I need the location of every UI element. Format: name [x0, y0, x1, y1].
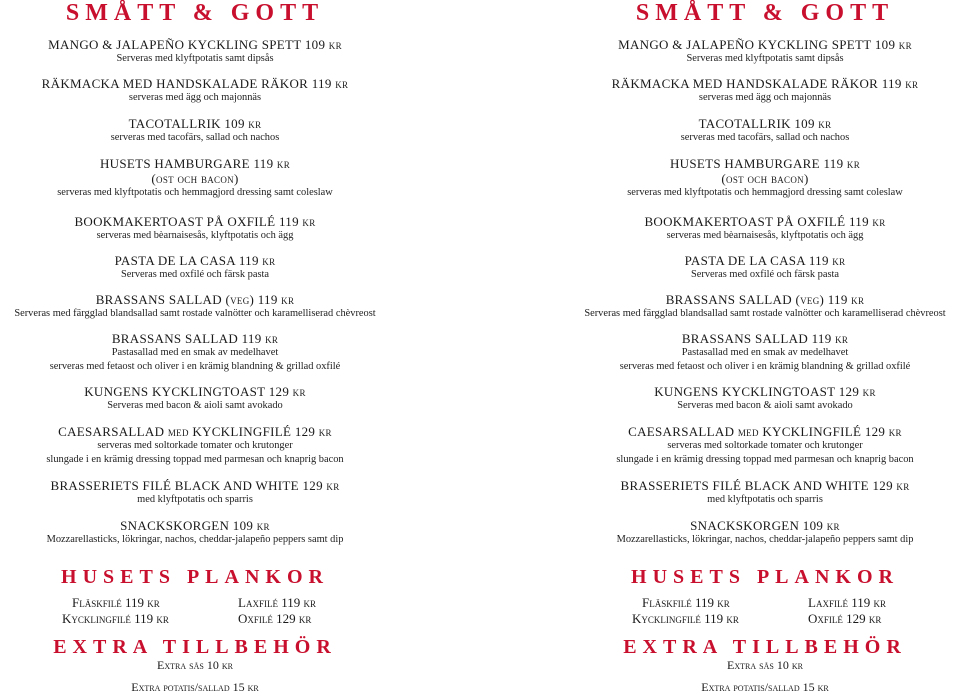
item-description: serveras med fetaost och oliver i en krämig blandning & grillad oxfilé — [619, 361, 911, 372]
item-description: serveras med tacofärs, sallad och nachos — [680, 132, 850, 143]
item-description: serveras med ägg och majonnäs — [698, 92, 832, 103]
item-price: 129 kr — [838, 384, 876, 399]
item-description: slungade i en krämig dressing toppad med parmesan och knaprig bacon — [616, 454, 914, 465]
item-name: KYCKLINGFILÉ — [192, 424, 292, 439]
menu-item — [0, 292, 400, 321]
item-subtitle: (ost och bacon) — [151, 171, 239, 186]
item-price: 129 kr — [302, 478, 340, 493]
section-title-extra: EXTRA TILLBEHÖR — [53, 636, 337, 658]
item-price: 129 kr — [294, 424, 332, 439]
item-name-connector: med — [167, 424, 189, 439]
extra-item — [570, 658, 960, 672]
item-description: Serveras med oxfilé och färsk pasta — [690, 269, 839, 280]
item-name: MANGO & JALAPEÑO KYCKLING SPETT — [618, 37, 872, 52]
item-description: med klyftpotatis och sparris — [707, 494, 823, 505]
item-name: BRASSERIETS FILÉ BLACK AND WHITE — [620, 478, 869, 493]
item-name: BRASSANS SALLAD — [111, 331, 239, 346]
plank-name: Oxfilé — [808, 611, 843, 626]
menu-item — [560, 116, 960, 145]
plank-name: Laxfilé — [238, 595, 278, 610]
menu-item — [0, 518, 400, 547]
extra-price: 10 kr — [206, 658, 233, 672]
plank-name: Kycklingfilé — [632, 611, 701, 626]
item-name: PASTA DE LA CASA — [684, 253, 806, 268]
menu-column-right — [570, 0, 960, 692]
extra-name: Extra sås — [157, 658, 204, 672]
plank-item — [808, 611, 881, 627]
menu-item — [560, 518, 960, 547]
menu-item — [560, 424, 960, 467]
plank-name: Oxfilé — [238, 611, 273, 626]
menu-item — [0, 253, 400, 282]
item-name: TACOTALLRIK — [698, 116, 791, 131]
item-description: med klyftpotatis och sparris — [137, 494, 253, 505]
plank-item — [72, 595, 160, 611]
item-name: BRASSANS SALLAD — [95, 292, 222, 307]
item-price: 119 kr — [238, 253, 276, 268]
plank-name: Kycklingfilé — [62, 611, 131, 626]
item-description: Serveras med klyftpotatis samt dipsås — [116, 53, 274, 64]
menu-item — [0, 424, 400, 467]
item-description: Serveras med färgglad blandsallad samt rostade valnötter och karamelliserad chèvreost — [584, 308, 946, 319]
item-name: CAESARSALLAD — [58, 424, 165, 439]
item-description: Serveras med färgglad blandsallad samt rostade valnötter och karamelliserad chèvreost — [14, 308, 376, 319]
item-description: slungade i en krämig dressing toppad med parmesan och knaprig bacon — [46, 454, 344, 465]
item-name: CAESARSALLAD — [628, 424, 735, 439]
item-description: Mozzarellasticks, lökringar, nachos, cheddar-jalapeño peppers samt dip — [616, 534, 914, 545]
plank-price: 129 kr — [846, 611, 882, 626]
menu-item — [0, 76, 400, 105]
plank-item — [238, 611, 311, 627]
item-description: Serveras med bacon & aioli samt avokado — [107, 400, 283, 411]
item-name: TACOTALLRIK — [128, 116, 221, 131]
item-name: HUSETS HAMBURGARE — [99, 156, 250, 171]
item-description: Pastasallad med en smak av medelhavet — [681, 347, 849, 358]
item-price: 119 kr — [811, 331, 849, 346]
menu-item — [560, 478, 960, 507]
item-price: 129 kr — [268, 384, 306, 399]
plank-item — [238, 595, 316, 611]
extra-name: Extra sås — [727, 658, 774, 672]
item-name: KUNGENS KYCKLINGTOAST — [654, 384, 836, 399]
item-price: 109 kr — [874, 37, 912, 52]
menu-item — [560, 253, 960, 282]
item-description: serveras med fetaost och oliver i en krämig blandning & grillad oxfilé — [49, 361, 341, 372]
menu-item — [560, 76, 960, 105]
section-title-smatt-gott: SMÅTT & GOTT — [65, 0, 325, 26]
item-description: serveras med bèarnaisesås, klyftpotatis och ägg — [666, 230, 864, 241]
section-title-plankor: HUSETS PLANKOR — [631, 566, 899, 588]
item-description: Serveras med oxfilé och färsk pasta — [120, 269, 269, 280]
item-price: 109 kr — [794, 116, 832, 131]
item-name: BOOKMAKERTOAST PÅ OXFILÉ — [74, 214, 276, 229]
plank-item — [62, 611, 169, 627]
item-name: HUSETS HAMBURGARE — [669, 156, 820, 171]
plank-price: 129 kr — [276, 611, 312, 626]
extra-item — [0, 658, 390, 672]
section-title-extra: EXTRA TILLBEHÖR — [623, 636, 907, 658]
plank-name: Fläskfilé — [72, 595, 122, 610]
item-price: 119 kr — [311, 76, 349, 91]
plank-price: 119 kr — [694, 595, 730, 610]
item-price: 119 kr — [823, 156, 861, 171]
menu-item — [560, 156, 960, 200]
item-price: 119 kr — [241, 331, 279, 346]
menu-item — [560, 214, 960, 243]
item-description: serveras med tacofärs, sallad och nachos — [110, 132, 280, 143]
extra-price: 10 kr — [776, 658, 803, 672]
item-description: serveras med soltorkade tomater och krutonger — [97, 440, 293, 451]
menu-item — [560, 384, 960, 413]
item-price: 119 kr — [848, 214, 886, 229]
extra-name: Extra potatis/sallad — [131, 680, 230, 694]
item-name: BRASSERIETS FILÉ BLACK AND WHITE — [50, 478, 299, 493]
item-subtitle: (ost och bacon) — [721, 171, 809, 186]
menu-item — [0, 331, 400, 374]
menu-item — [0, 37, 400, 66]
plank-price: 119 kr — [134, 611, 169, 626]
item-description: serveras med klyftpotatis och hemmagjord dressing samt coleslaw — [57, 187, 333, 198]
item-price: 119 kr — [253, 156, 291, 171]
item-price: 119 kr — [278, 214, 316, 229]
item-name: BOOKMAKERTOAST PÅ OXFILÉ — [644, 214, 846, 229]
menu-column-left — [0, 0, 390, 692]
item-price: 109 kr — [224, 116, 262, 131]
item-name: BRASSANS SALLAD — [665, 292, 792, 307]
item-price: 109 kr — [802, 518, 840, 533]
item-description: serveras med ägg och majonnäs — [128, 92, 262, 103]
item-price: 129 kr — [864, 424, 902, 439]
item-name: KYCKLINGFILÉ — [762, 424, 862, 439]
item-name: BRASSANS SALLAD — [681, 331, 809, 346]
menu-item — [0, 478, 400, 507]
menu-item — [560, 292, 960, 321]
item-description: Pastasallad med en smak av medelhavet — [111, 347, 279, 358]
item-veg-tag: (veg) — [225, 292, 255, 307]
item-veg-tag: (veg) — [795, 292, 825, 307]
plank-price: 119 kr — [851, 595, 886, 610]
extra-price: 15 kr — [802, 680, 829, 694]
section-title-smatt-gott: SMÅTT & GOTT — [635, 0, 895, 26]
menu-item — [0, 156, 400, 200]
item-description: serveras med klyftpotatis och hemmagjord dressing samt coleslaw — [627, 187, 903, 198]
item-description: serveras med soltorkade tomater och krutonger — [667, 440, 863, 451]
item-name: RÄKMACKA MED HANDSKALADE RÄKOR — [611, 76, 879, 91]
item-price: 109 kr — [304, 37, 342, 52]
plank-item — [642, 595, 730, 611]
item-name: PASTA DE LA CASA — [114, 253, 236, 268]
menu-item — [0, 116, 400, 145]
item-description: Serveras med bacon & aioli samt avokado — [677, 400, 853, 411]
item-description: Mozzarellasticks, lökringar, nachos, cheddar-jalapeño peppers samt dip — [46, 534, 344, 545]
item-price: 119 kr — [881, 76, 919, 91]
item-name: SNACKSKORGEN — [690, 518, 800, 533]
item-name: RÄKMACKA MED HANDSKALADE RÄKOR — [41, 76, 309, 91]
menu-item — [560, 331, 960, 374]
item-price: 109 kr — [232, 518, 270, 533]
plank-price: 119 kr — [124, 595, 160, 610]
menu-item — [0, 384, 400, 413]
item-name: SNACKSKORGEN — [120, 518, 230, 533]
section-title-plankor: HUSETS PLANKOR — [61, 566, 329, 588]
plank-name: Laxfilé — [808, 595, 848, 610]
plank-item — [808, 595, 886, 611]
item-name: KUNGENS KYCKLINGTOAST — [84, 384, 266, 399]
plank-price: 119 kr — [281, 595, 316, 610]
plank-item — [632, 611, 739, 627]
item-name-connector: med — [737, 424, 759, 439]
item-price: 119 kr — [827, 292, 865, 307]
item-name: MANGO & JALAPEÑO KYCKLING SPETT — [48, 37, 302, 52]
menu-item — [560, 37, 960, 66]
plank-price: 119 kr — [704, 611, 739, 626]
item-description: Serveras med klyftpotatis samt dipsås — [686, 53, 844, 64]
extra-name: Extra potatis/sallad — [701, 680, 800, 694]
item-price: 119 kr — [257, 292, 295, 307]
plank-name: Fläskfilé — [642, 595, 692, 610]
item-price: 129 kr — [872, 478, 910, 493]
item-description: serveras med bèarnaisesås, klyftpotatis och ägg — [96, 230, 294, 241]
extra-price: 15 kr — [232, 680, 259, 694]
menu-item — [0, 214, 400, 243]
item-price: 119 kr — [808, 253, 846, 268]
